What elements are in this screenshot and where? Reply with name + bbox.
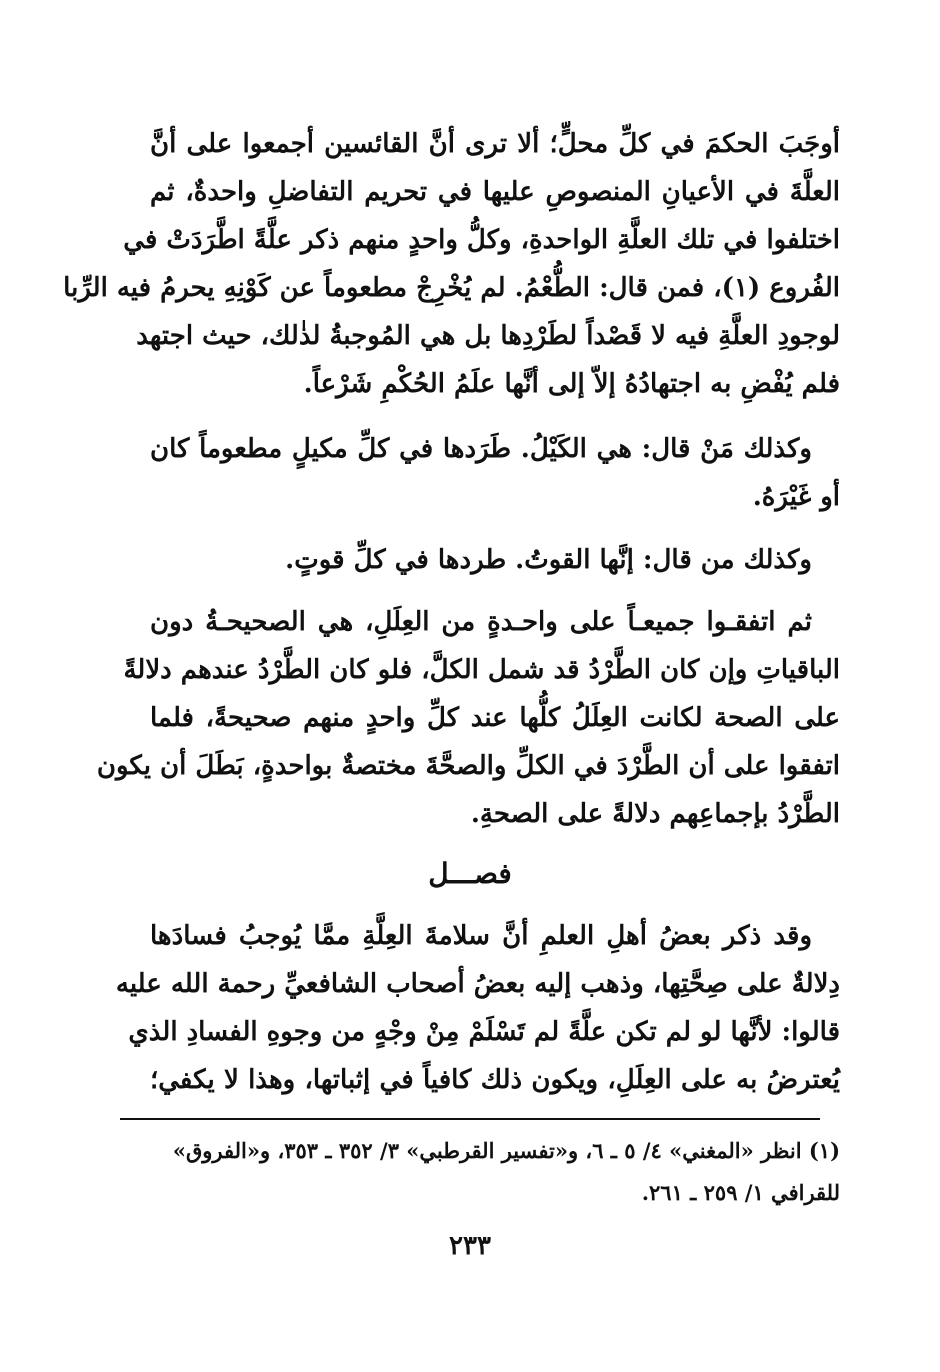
- paragraph-3: [150, 536, 840, 584]
- text-line: ثم اتفقـوا جميعـاً على واحـدةٍ من العِلَلِ، هي الصحيحـةُ دون: [150, 607, 812, 637]
- text-line: دِلالةٌ على صِحَّتِها، وذهب إليه بعضُ أصحاب الشافعيِّ رحمة الله عليه: [115, 969, 840, 999]
- footnote-line: للقرافي ١/ ٢٥٩ ـ ٢٦١.: [641, 1180, 840, 1205]
- text-line: الباقياتِ وإن كان الطَّرْدُ قد شمل الكلَّ، فلو كان الطَّرْدُ عندهم دلالةً: [123, 655, 840, 685]
- text-line: أو غَيْرَهُ.: [752, 482, 840, 512]
- text-line: العلَّةَ في الأعيانِ المنصوصِ عليها في تحريم التفاضلِ واحدةٌ، ثم: [150, 177, 840, 207]
- text-line: وقد ذكر بعضُ أهلِ العلمِ أنَّ سلامةَ العِلَّةِ ممَّا يُوجبُ فسادَها: [150, 921, 812, 951]
- text-line: فلم يُفْضِ به اجتهادُهُ إلاّ إلى أنَّها علَمُ الحُكْمِ شَرْعاً.: [303, 369, 840, 399]
- section-heading: فصـــل: [428, 857, 512, 890]
- paragraph-1: [63, 120, 840, 408]
- paragraph-2: [150, 425, 840, 521]
- text-line: الطَّرْدُ بإجماعِهم دلالةً على الصحةِ.: [470, 799, 840, 829]
- text-line: اختلفوا في تلك العلَّةِ الواحدةِ، وكلُّ واحدٍ منهم ذكر علَّةً اطَّرَدَتْ في: [123, 225, 840, 255]
- footnote-line: (١) انظر «المغني» ٤/ ٥ ـ ٦، و«تفسير القرطبي» ٣/ ٣٥٢ ـ ٣٥٣، و«الفروق»: [172, 1138, 840, 1163]
- text-line: وكذلك من قال: إنَّها القوتُ. طردها في كلِّ قوتٍ.: [285, 545, 812, 575]
- text-line: قالوا: لأنَّها لو لم تكن علَّةً لم تَسْلَمْ مِنْ وجْهٍ من وجوهِ الفسادِ الذي: [128, 1017, 840, 1047]
- text-line: الفُروع (١)، فمن قال: الطُّعْمُ. لم يُخْرِجْ مطعوماً عن كَوْنِهِ يحرمُ فيه الرِّبا: [63, 273, 840, 303]
- text-line: اتفقوا على أن الطَّرْدَ في الكلِّ والصحَّةَ مختصةٌ بواحدةٍ، بَطَلَ أن يكون: [96, 751, 840, 781]
- footnote-divider: [120, 1118, 820, 1120]
- text-line: لوجودِ العلَّةِ فيه لا قَصْداً لطَرْدِها بل هي المُوجبةُ لذٰلك، حيث اجتهد: [136, 321, 840, 351]
- text-line: وكذلك مَنْ قال: هي الكَيْلُ. طَرَدها في كلِّ مكيلٍ مطعوماً كان: [150, 434, 812, 464]
- page-number: ٢٣٣: [449, 1231, 491, 1261]
- footnotes: [120, 1130, 840, 1214]
- text-line: على الصحة لكانت العِلَلُ كلُّها عند كلِّ واحدٍ منهم صحيحةً، فلما: [150, 703, 841, 733]
- paragraph-5: [115, 912, 840, 1104]
- paragraph-4: [96, 598, 841, 838]
- text-line: يُعترضُ به على العِلَلِ، ويكون ذلك كافياً في إثباتها، وهذا لا يكفي؛: [150, 1065, 840, 1095]
- text-line: أوجَبَ الحكمَ في كلِّ محلٍّ؛ ألا ترى أنَّ القائسين أجمعوا على أنَّ: [150, 129, 840, 159]
